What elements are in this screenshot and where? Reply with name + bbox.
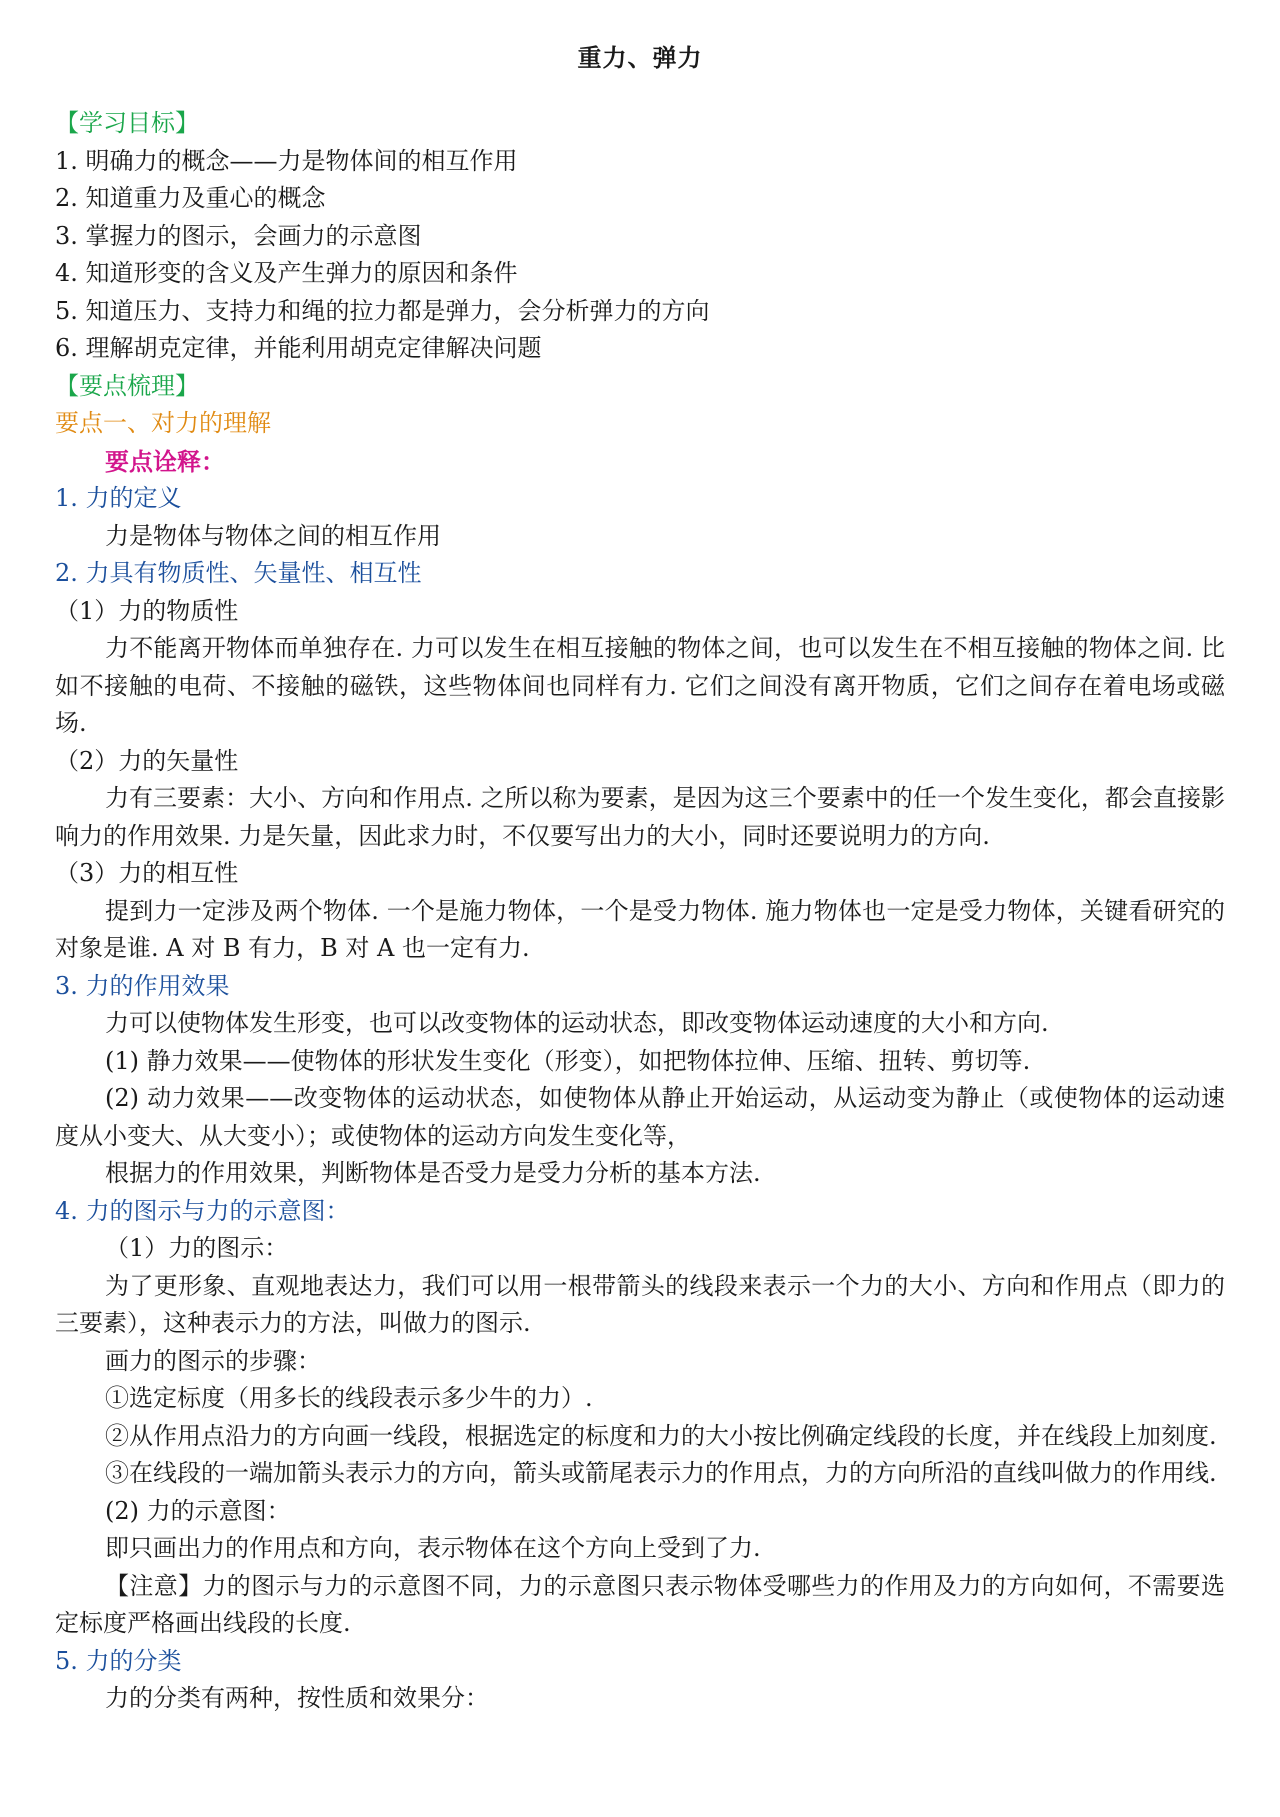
step-item: ②从作用点沿力的方向画一线段，根据选定的标度和力的大小按比例确定线段的长度，并在线段上加刻度. xyxy=(105,1421,1217,1450)
paragraph: 即只画出力的作用点和方向，表示物体在这个方向上受到了力. xyxy=(105,1534,761,1562)
subheading: （3）力的相互性 xyxy=(55,859,239,887)
subheading: (2) 力的示意图： xyxy=(105,1496,291,1525)
paragraph: 为了更形象、直观地表达力，我们可以用一根带箭头的线段来表示一个力的大小、方向和作用点（即力的三要素），这种表示力的方法，叫做力的图示. xyxy=(55,1271,1225,1337)
objective-item: 2. 知道重力及重心的概念 xyxy=(55,184,326,212)
objective-item: 3. 掌握力的图示，会画力的示意图 xyxy=(55,221,422,250)
paragraph: 提到力一定涉及两个物体. 一个是施力物体，一个是受力物体. 施力物体也一定是受力物体，关键看研究的对象是谁. A 对 B 有力，B 对 A 也一定有力. xyxy=(55,896,1225,962)
objectives-header: 【学习目标】 xyxy=(55,109,199,137)
step-item: ①选定标度（用多长的线段表示多少牛的力）. xyxy=(105,1384,593,1412)
section-heading-force-effects: 3. 力的作用效果 xyxy=(55,971,230,1000)
objective-item: 5. 知道压力、支持力和绳的拉力都是弹力，会分析弹力的方向 xyxy=(55,296,710,325)
explanation-label: 要点诠释： xyxy=(105,446,225,476)
objective-item: 1. 明确力的概念——力是物体间的相互作用 xyxy=(55,146,518,175)
paragraph: 力的分类有两种，按性质和效果分： xyxy=(105,1684,489,1712)
subheading: （1）力的物质性 xyxy=(55,596,239,625)
document-body xyxy=(55,105,1225,1718)
section-heading-force-diagram: 4. 力的图示与力的示意图： xyxy=(55,1196,350,1225)
point-one-heading: 要点一、对力的理解 xyxy=(55,409,271,437)
paragraph: 根据力的作用效果，判断物体是否受力是受力分析的基本方法. xyxy=(105,1159,761,1187)
page-title: 重力、弹力 xyxy=(577,43,703,72)
paragraph: 力是物体与物体之间的相互作用 xyxy=(105,521,441,550)
section-heading-force-definition: 1. 力的定义 xyxy=(55,484,182,512)
paragraph: (1) 静力效果——使物体的形状发生变化（形变），如把物体拉伸、压缩、扭转、剪切等. xyxy=(105,1046,1031,1075)
section-heading-force-classification: 5. 力的分类 xyxy=(55,1646,182,1675)
paragraph: 力可以使物体发生形变，也可以改变物体的运动状态，即改变物体运动速度的大小和方向. xyxy=(105,1009,1049,1037)
paragraph: 画力的图示的步骤： xyxy=(105,1346,321,1375)
objective-item: 4. 知道形变的含义及产生弹力的原因和条件 xyxy=(55,259,518,287)
paragraph: 力不能离开物体而单独存在. 力可以发生在相互接触的物体之间，也可以发生在不相互接触的物体之间. 比如不接触的电荷、不接触的磁铁，这些物体间也同样有力. 它们之间没有离开物质，它们之间存在着电场或磁场. xyxy=(55,634,1225,737)
section-heading-force-properties: 2. 力具有物质性、矢量性、相互性 xyxy=(55,559,422,587)
key-points-header: 【要点梳理】 xyxy=(55,371,199,400)
note-paragraph: 【注意】力的图示与力的示意图不同，力的示意图只表示物体受哪些力的作用及力的方向如何，不需要选定标度严格画出线段的长度. xyxy=(55,1571,1225,1637)
objective-item: 6. 理解胡克定律，并能利用胡克定律解决问题 xyxy=(55,334,542,362)
paragraph: (2) 动力效果——改变物体的运动状态，如使物体从静止开始运动，从运动变为静止（或使物体的运动速度从小变大、从大变小）；或使物体的运动方向发生变化等， xyxy=(55,1084,1225,1150)
subheading: （1）力的图示： xyxy=(105,1234,289,1262)
step-item: ③在线段的一端加箭头表示力的方向，箭头或箭尾表示力的作用点，力的方向所沿的直线叫做力的作用线. xyxy=(105,1459,1217,1487)
subheading: （2）力的矢量性 xyxy=(55,746,239,775)
paragraph: 力有三要素：大小、方向和作用点. 之所以称为要素，是因为这三个要素中的任一个发生变化，都会直接影响力的作用效果. 力是矢量，因此求力时，不仅要写出力的大小，同时还要说明力的方向. xyxy=(55,784,1225,850)
